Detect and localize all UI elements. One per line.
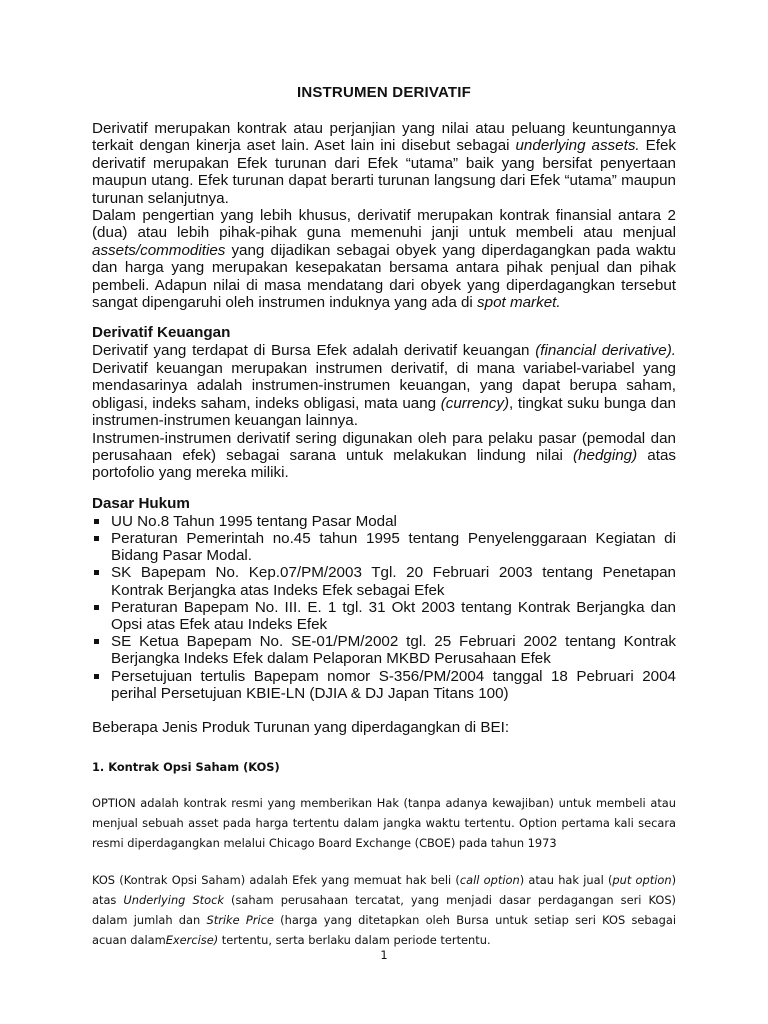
section-heading: Dasar Hukum [92, 494, 190, 512]
document-title: INSTRUMEN DERIVATIF [296, 84, 472, 101]
list-item: SE Ketua Bapepam No. SE-01/PM/2002 tgl. 25 Februari 2002 tentang Kontrak Berjangka Indeks Efek dalam Pelaporan MKBD Perusahaan Efek [92, 633, 676, 667]
list-item: Peraturan Bapepam No. III. E. 1 tgl. 31 Okt 2003 tentang Kontrak Berjangka dan Opsi atas Efek atau Indeks Efek [92, 599, 676, 633]
bullet-icon [94, 570, 99, 575]
list-item: UU No.8 Tahun 1995 tentang Pasar Modal [92, 513, 676, 530]
paragraph-definition: Derivatif merupakan kontrak atau perjanjian yang nilai atau peluang keuntungannya terkait dengan kinerja aset lain. Aset lain ini disebut sebagai underlying assets. Efek derivatif merupakan Efek turunan dari Efek “utama” baik yang bersifat penyertaan maupun utang. Efek turunan dapat berarti turunan langsung dari Efek “utama” maupun turunan selanjutnya. [92, 120, 676, 207]
bullet-icon [94, 605, 99, 610]
legal-basis-list [92, 513, 676, 702]
list-item: SK Bapepam No. Kep.07/PM/2003 Tgl. 20 Februari 2003 tentang Penetapan Kontrak Berjangka atas Indeks Efek sebagai Efek [92, 564, 676, 598]
section-derivatif-keuangan [92, 324, 676, 481]
section-dasar-hukum [92, 495, 676, 702]
paragraph-specific-definition: Dalam pengertian yang lebih khusus, derivatif merupakan kontrak finansial antara 2 (dua) atau lebih pihak-pihak guna memenuhi janji untuk membeli atau menjual assets/commodities yang dijadikan sebagai obyek yang diperdagangkan pada waktu dan harga yang merupakan kesepakatan bersama antara pihak penjual dan pihak pembeli. Adapun nilai di masa mendatang dari obyek yang diperdagangkan tersebut sangat dipengaruhi oleh instrumen induknya yang ada di spot market. [92, 207, 676, 312]
section-heading: Derivatif Keuangan [92, 324, 231, 342]
kos-paragraph-definition: KOS (Kontrak Opsi Saham) adalah Efek yang memuat hak beli (call option) atau hak jual (put option) atas Underlying Stock (saham perusahaan tercatat, yang menjadi dasar perdagangan seri KOS) dalam jumlah dan Strike Price (harga yang ditetapkan oleh Bursa untuk setiap seri KOS sebagai acuan dalamExercise) tertentu, serta berlaku dalam periode tertentu. [92, 872, 677, 947]
kos-heading: 1. Kontrak Opsi Saham (KOS) [92, 759, 280, 774]
bullet-icon [94, 639, 99, 644]
products-intro: Beberapa Jenis Produk Turunan yang diperdagangkan di BEI: [92, 718, 510, 736]
paragraph-keuangan-2: Instrumen-instrumen derivatif sering digunakan oleh para pelaku pasar (pemodal dan perusahaan efek) sebagai sarana untuk melakukan lindung nilai (hedging) atas portofolio yang mereka miliki. [92, 429, 676, 482]
bullet-icon [94, 536, 99, 541]
page-number: 1 [380, 948, 388, 962]
list-item: Peraturan Pemerintah no.45 tahun 1995 tentang Penyelenggaraan Kegiatan di Bidang Pasar Modal. [92, 530, 676, 564]
paragraph-keuangan-1: Derivatif yang terdapat di Bursa Efek adalah derivatif keuangan (financial derivative). Derivatif keuangan merupakan instrumen derivatif, di mana variabel-variabel yang mendasarinya adalah instrumen-instrumen keuangan, yang dapat berupa saham, obligasi, indeks saham, indeks obligasi, mata uang (currency), tingkat suku bunga dan instrumen-instrumen keuangan lainnya. [92, 342, 676, 430]
kos-paragraph-option: OPTION adalah kontrak resmi yang memberikan Hak (tanpa adanya kewajiban) untuk membeli atau menjual sebuah asset pada harga tertentu dalam jangka waktu tertentu. Option pertama kali secara resmi diperdagangkan melalui Chicago Board Exchange (CBOE) pada tahun 1973 [92, 795, 676, 850]
bullet-icon [94, 519, 99, 524]
list-item: Persetujuan tertulis Bapepam nomor S-356/PM/2004 tanggal 18 Pebruari 2004 perihal Persetujuan KBIE-LN (DJIA & DJ Japan Titans 100) [92, 668, 676, 702]
bullet-icon [94, 674, 99, 679]
document-page [92, 84, 676, 950]
